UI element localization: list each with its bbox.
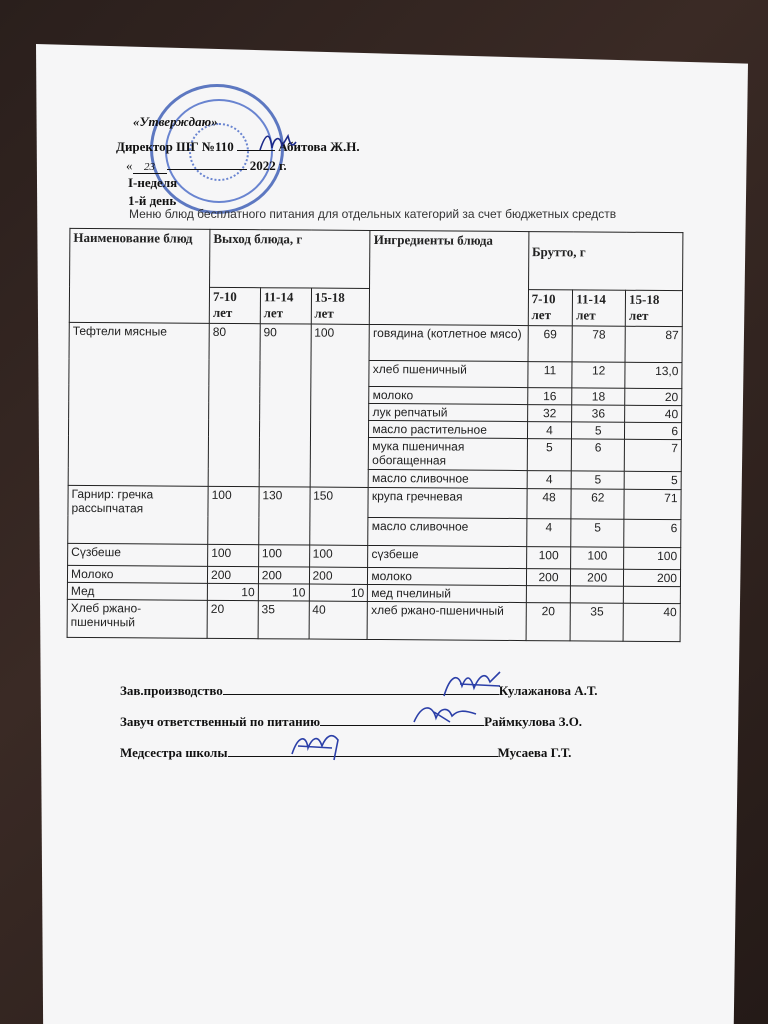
brutto-15-18: 13,0 <box>625 362 682 388</box>
brutto-15-18: 6 <box>625 422 682 439</box>
brutto-11-14: 6 <box>572 439 625 471</box>
brutto-11-14: 5 <box>571 471 624 489</box>
director-title <box>116 138 360 155</box>
output-11-14: 100 <box>258 545 309 567</box>
director-handwritten-signature <box>258 128 298 156</box>
brutto-7-10: 32 <box>527 405 572 422</box>
brutto-7-10: 4 <box>526 519 571 547</box>
output-7-10: 100 <box>208 486 259 544</box>
menu-table <box>67 228 684 642</box>
approval-date <box>126 157 287 174</box>
brutto-11-14: 5 <box>571 519 624 547</box>
ingredient-name: сүзбеше <box>368 545 526 568</box>
ingredient-name: масло сливочное <box>369 469 527 488</box>
nurse-handwritten-signature <box>288 728 350 764</box>
brutto-11-14: 36 <box>572 405 625 422</box>
header-age-7-10: 7-10 лет <box>209 287 260 323</box>
brutto-7-10: 5 <box>527 439 572 471</box>
brutto-7-10: 20 <box>526 603 571 641</box>
signature-head-teacher <box>120 713 582 730</box>
table-row <box>68 485 681 519</box>
ingredient-name: говядина (котлетное мясо) <box>369 324 528 361</box>
brutto-7-10: 200 <box>526 569 571 586</box>
table-row <box>69 322 682 362</box>
approval-label: «Утверждаю» <box>133 114 218 129</box>
output-15-18: 10 <box>309 584 368 601</box>
ingredient-name: молоко <box>369 386 527 404</box>
week-label: I-неделя <box>128 175 178 190</box>
brutto-11-14: 35 <box>570 603 623 641</box>
output-15-18: 200 <box>309 567 368 584</box>
brutto-7-10: 4 <box>527 471 572 489</box>
brutto-15-18: 20 <box>625 388 682 405</box>
output-7-10: 100 <box>208 544 259 566</box>
dish-name: Тефтели мясные <box>68 322 209 486</box>
signature-production <box>120 682 598 699</box>
header-age-15-18: 15-18 лет <box>311 288 370 324</box>
date-year: 2022 г. <box>249 158 287 173</box>
output-11-14: 35 <box>258 601 309 639</box>
brutto-15-18: 40 <box>623 603 680 641</box>
ingredient-name: мука пшеничная обогащенная <box>369 437 528 470</box>
signature-person: Раймкулова З.О. <box>484 714 583 729</box>
signature-role: Завуч ответственный по питанию <box>120 714 321 729</box>
brutto-7-10: 11 <box>528 362 573 388</box>
brutto-15-18: 5 <box>624 471 681 489</box>
output-11-14: 130 <box>259 487 310 545</box>
header-output: Выход блюда, г <box>210 229 371 288</box>
ingredient-name: лук репчатый <box>369 403 527 421</box>
header-ingredients: Ингредиенты блюда <box>370 230 529 325</box>
brutto-15-18: 100 <box>624 547 681 569</box>
director-name: Абитова Ж.Н. <box>278 139 360 154</box>
header-brutto-age-11-14: 11-14 лет <box>573 290 626 326</box>
header-brutto-age-15-18: 15-18 лет <box>625 290 682 326</box>
ingredient-name: мед пчелиный <box>368 584 526 602</box>
brutto-11-14: 62 <box>571 489 624 519</box>
brutto-15-18: 6 <box>624 519 681 547</box>
brutto-11-14: 200 <box>571 569 624 586</box>
production-handwritten-signature <box>440 668 506 702</box>
date-quote: « <box>126 158 133 173</box>
brutto-7-10: 48 <box>527 489 572 519</box>
brutto-7-10: 16 <box>527 388 572 405</box>
dish-name: Сүзбеше <box>68 543 208 566</box>
dish-name: Хлеб ржано-пшеничный <box>67 599 207 638</box>
output-7-10: 80 <box>208 323 260 486</box>
brutto-11-14: 18 <box>572 388 625 405</box>
output-11-14: 10 <box>258 584 309 601</box>
brutto-15-18: 87 <box>625 326 682 362</box>
brutto-15-18: 200 <box>624 569 681 586</box>
brutto-7-10 <box>526 586 571 603</box>
table-row <box>67 599 680 641</box>
head-teacher-handwritten-signature <box>410 700 480 730</box>
brutto-7-10: 4 <box>527 422 572 439</box>
brutto-15-18: 40 <box>625 405 682 422</box>
header-age-11-14: 11-14 лет <box>260 288 311 324</box>
header-brutto-age-7-10: 7-10 лет <box>528 290 573 326</box>
brutto-7-10: 100 <box>526 547 571 569</box>
brutto-15-18: 71 <box>624 489 681 519</box>
brutto-7-10: 69 <box>528 326 573 362</box>
output-15-18: 150 <box>309 487 368 545</box>
brutto-11-14: 78 <box>572 326 625 362</box>
brutto-15-18: 7 <box>624 439 681 471</box>
output-15-18: 100 <box>309 545 368 567</box>
date-day: 23 <box>133 161 167 174</box>
output-11-14: 90 <box>259 324 311 487</box>
ingredient-name: масло сливочное <box>368 517 527 546</box>
dish-name: Мед <box>67 582 207 600</box>
brutto-11-14 <box>571 586 624 603</box>
brutto-15-18 <box>623 586 680 603</box>
brutto-11-14: 12 <box>572 362 625 388</box>
header-dish: Наименование блюд <box>69 228 210 323</box>
ingredient-name: масло растительное <box>369 420 527 438</box>
date-month-line <box>167 157 247 170</box>
ingredient-name: крупа гречневая <box>368 487 527 518</box>
signature-person: Мусаева Г.Т. <box>497 745 572 760</box>
output-7-10: 10 <box>207 583 258 600</box>
signature-role: Зав.производство <box>120 683 223 698</box>
dish-name: Молоко <box>67 565 207 583</box>
signature-person: Кулажанова А.Т. <box>498 683 598 698</box>
ingredient-name: хлеб ржано-пшеничный <box>367 601 526 640</box>
day-label: 1-й день <box>128 193 177 208</box>
signature-role: Медсестра школы <box>120 745 228 760</box>
output-15-18: 100 <box>310 324 370 487</box>
signature-line <box>228 744 498 757</box>
menu-subtitle: Меню блюд бесплатного питания для отдельных категорий за счет бюджетных средств <box>129 207 617 221</box>
ingredient-name: молоко <box>368 567 526 585</box>
brutto-11-14: 5 <box>572 422 625 439</box>
ingredient-name: хлеб пшеничный <box>369 360 527 387</box>
dish-name: Гарнир: гречка рассыпчатая <box>68 485 208 544</box>
output-11-14: 200 <box>258 567 309 584</box>
output-15-18: 40 <box>309 601 368 639</box>
output-7-10: 20 <box>207 600 258 638</box>
director-position: Директор ШГ №110 <box>116 139 234 154</box>
brutto-11-14: 100 <box>571 547 624 569</box>
output-7-10: 200 <box>208 566 259 583</box>
header-brutto: Брутто, г <box>528 232 683 291</box>
